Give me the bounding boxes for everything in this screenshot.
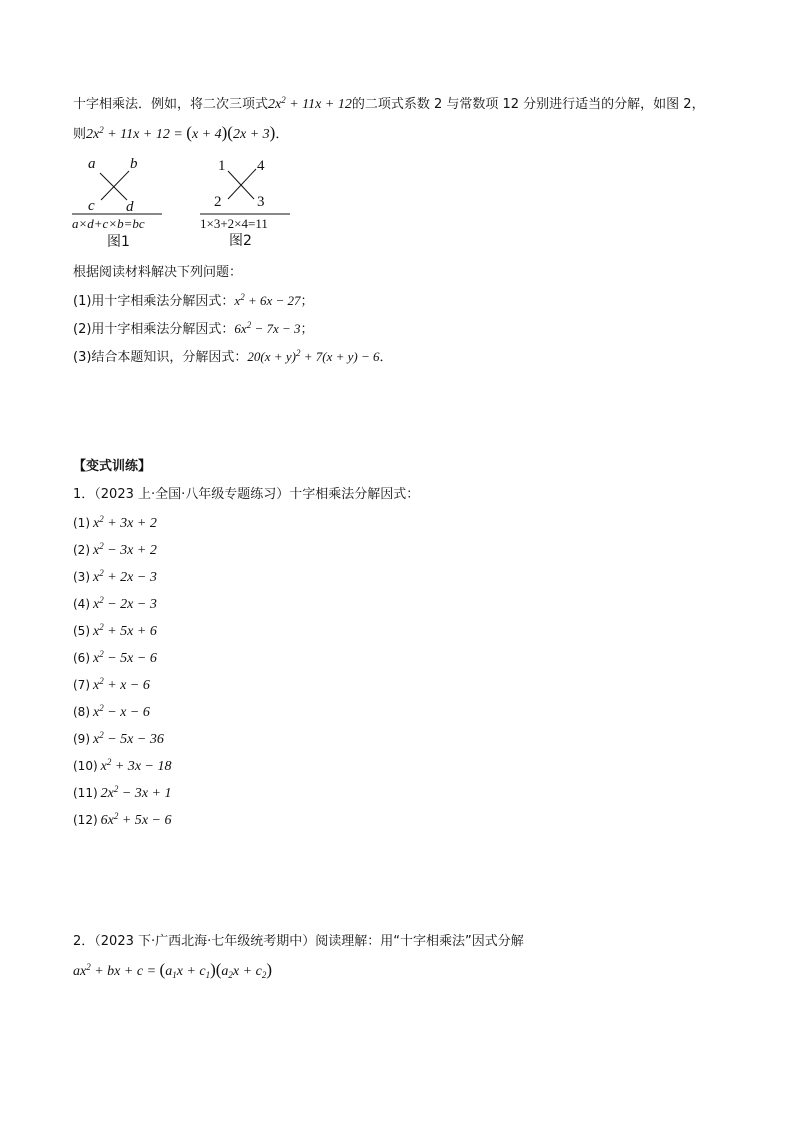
task-1 (73, 292, 314, 311)
intro-text-3: 则 (73, 127, 87, 142)
task-1-end: ； (300, 294, 314, 309)
problem-2-title: 2．（2023 下·广西北海·七年级统考期中）阅读理解：用“十字相乘法”因式分解 (73, 934, 524, 949)
exercise-item: (9) $x^2 - 5x - 36$ (73, 730, 164, 747)
task-2 (73, 320, 314, 339)
figure-2-caption: 图2 (229, 233, 252, 249)
figure-1-label-a: a (88, 156, 96, 172)
exercise-item: (5) $x^2 + 5x + 6$ (73, 622, 157, 639)
figure-2-formula: 1×3+2×4=11 (200, 216, 268, 231)
intro-text-1: 十字相乘法．例如，将二次三项式 (73, 97, 269, 112)
exercise-item: (1) $x^2 + 3x + 2$ (73, 514, 157, 531)
exercise-item: (6) $x^2 - 5x - 6$ (73, 649, 157, 666)
problem-2-formula (73, 961, 272, 981)
variant-heading: 【变式训练】 (73, 459, 152, 474)
intro-line-2 (73, 124, 288, 144)
task-2-label: (2)用十字相乘法分解因式： (73, 322, 235, 337)
intro-text-4: ． (275, 127, 289, 142)
figure-2 (198, 155, 298, 255)
exercise-item: (2) $x^2 - 3x + 2$ (73, 541, 157, 558)
exercise-item: (12) $6x^2 + 5x - 6$ (73, 811, 172, 828)
problem-1-title: 1．（2023 上·全国·八年级专题练习）十字相乘法分解因式： (73, 487, 420, 502)
figure-2-label-2: 2 (214, 194, 222, 210)
figure-1-label-b: b (130, 156, 138, 172)
figure-1-formula: a×d+c×b=bc (72, 216, 145, 231)
exercise-item: (3) $x^2 + 2x - 3$ (73, 568, 157, 585)
exercise-item: (7) $x^2 + x - 6$ (73, 676, 150, 693)
factorization-example: $2x^2 + 11x + 12 = (x + 4)(2x + 3)$ (86, 123, 276, 142)
general-factorization-formula: $ax^2$ + bx + $c = (a_1x + c_1)(a_2x + c_2)$ (73, 960, 272, 980)
task-3-expression: $20(x + y)^2 + 7(x + y) - 6$ (247, 348, 380, 364)
task-2-end: ； (300, 322, 314, 337)
task-3-end: ． (379, 350, 393, 365)
figure-2-label-4: 4 (257, 158, 265, 174)
figure-1-caption: 图1 (107, 234, 130, 250)
figure-1-label-d: d (126, 199, 134, 215)
exercise-item: (4) $x^2 - 2x - 3$ (73, 595, 157, 612)
exercise-item: (10) $x^2 + 3x - 18$ (73, 757, 172, 774)
figure-1-label-c: c (88, 198, 95, 214)
figure-1 (70, 155, 170, 255)
trinomial-expression: $2x^2 + 11x + 12$ (268, 95, 352, 112)
task-1-label: (1)用十字相乘法分解因式： (73, 294, 235, 309)
task-1-expression: $x^2 + 6x - 27$ (234, 292, 301, 308)
task-3 (73, 348, 393, 367)
figure-2-label-3: 3 (257, 194, 265, 210)
figure-2-label-1: 1 (218, 158, 226, 174)
intro-line-1 (73, 96, 705, 114)
exercise-item: (11) $2x^2 - 3x + 1$ (73, 784, 172, 801)
exercise-item: (8) $x^2 - x - 6$ (73, 703, 150, 720)
tasks-lead: 根据阅读材料解决下列问题： (73, 265, 243, 280)
intro-text-2: 的二项式系数 2 与常数项 12 分别进行适当的分解，如图 2， (351, 97, 705, 112)
task-2-expression: $6x^2 - 7x - 3$ (234, 320, 301, 336)
task-3-label: (3)结合本题知识，分解因式： (73, 350, 248, 365)
